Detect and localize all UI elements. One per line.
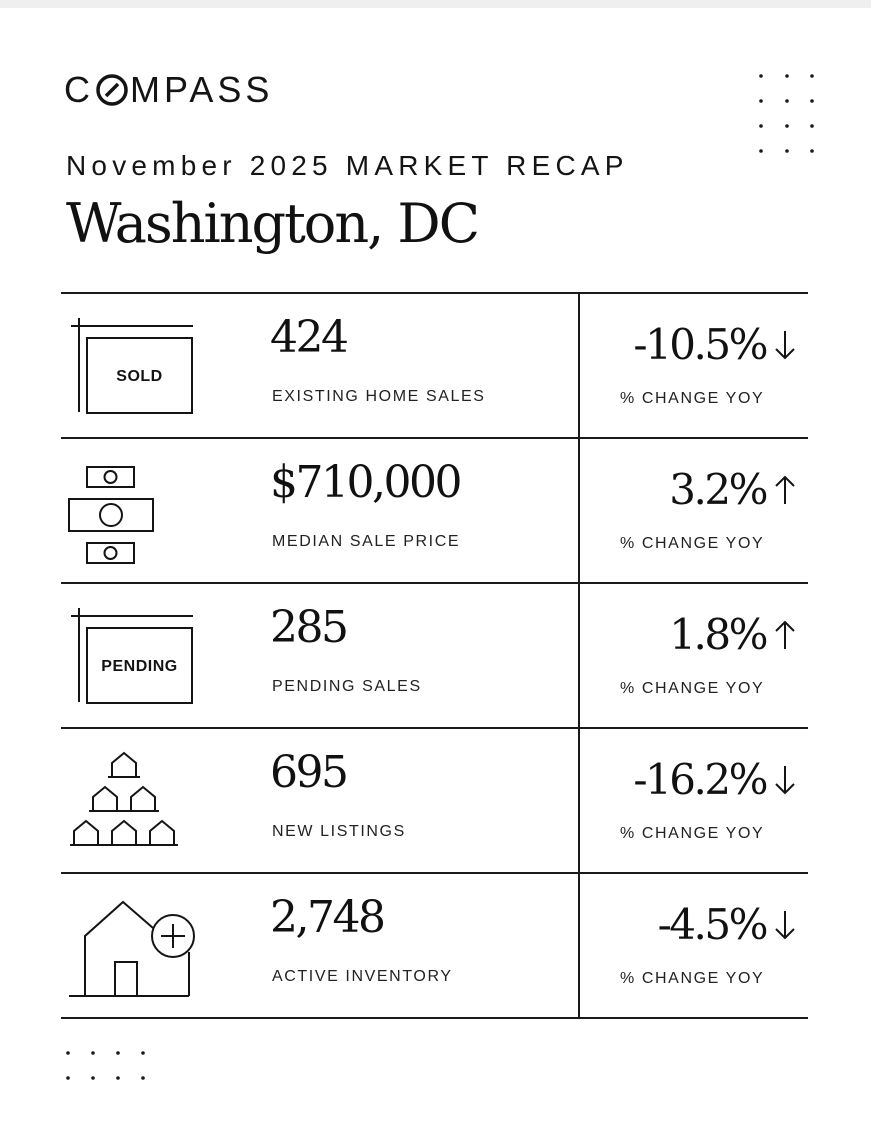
metric-row (61, 872, 808, 1019)
metric-value: 424 (270, 312, 347, 363)
metric-change (657, 900, 796, 949)
change-value: 1.8% (669, 610, 766, 659)
column-divider (578, 584, 580, 727)
metric-label: PENDING SALES (272, 678, 422, 695)
compass-o-icon (95, 73, 129, 107)
change-label: % CHANGE YOY (620, 680, 765, 697)
metric-row (61, 292, 808, 437)
house-plus-icon (65, 894, 195, 1004)
metric-change (633, 755, 796, 804)
decorative-dots-top (756, 70, 818, 156)
logo-letters-mpass: MPASS (130, 69, 274, 110)
pending-sign-text: PENDING (101, 658, 178, 675)
metric-row (61, 727, 808, 872)
pending-sign-icon (65, 604, 195, 714)
metric-value: $710,000 (270, 457, 460, 508)
arrow-up-icon (774, 619, 796, 651)
column-divider (578, 729, 580, 872)
metric-label: EXISTING HOME SALES (272, 388, 486, 405)
change-value: -16.2% (633, 755, 766, 804)
change-value: -4.5% (657, 900, 766, 949)
change-value: 3.2% (669, 465, 766, 514)
top-bar (0, 0, 871, 8)
metric-value: 2,748 (270, 892, 384, 943)
change-value: -10.5% (633, 320, 766, 369)
change-label: % CHANGE YOY (620, 825, 765, 842)
change-label: % CHANGE YOY (620, 535, 765, 552)
metric-row (61, 582, 808, 727)
report-subtitle: November 2025 MARKET RECAP (66, 150, 629, 181)
change-label: % CHANGE YOY (620, 970, 765, 987)
column-divider (578, 439, 580, 582)
metrics-table (61, 292, 808, 1019)
sold-sign-icon (65, 314, 195, 424)
metric-value: 695 (270, 747, 347, 798)
money-bills-icon (65, 459, 195, 569)
arrow-up-icon (774, 474, 796, 506)
arrow-down-icon (774, 909, 796, 941)
metric-change (669, 465, 796, 514)
column-divider (578, 294, 580, 437)
houses-pyramid-icon (65, 749, 195, 859)
change-label: % CHANGE YOY (620, 390, 765, 407)
city-title: Washington, DC (66, 192, 479, 255)
sold-sign-text: SOLD (116, 368, 163, 385)
compass-logo (64, 69, 274, 110)
arrow-down-icon (774, 764, 796, 796)
metric-change (633, 320, 796, 369)
metric-label: MEDIAN SALE PRICE (272, 533, 461, 550)
metric-change (669, 610, 796, 659)
metric-label: NEW LISTINGS (272, 823, 406, 840)
decorative-dots-bottom (64, 1048, 148, 1084)
arrow-down-icon (774, 329, 796, 361)
metric-value: 285 (270, 602, 347, 653)
column-divider (578, 874, 580, 1017)
metric-label: ACTIVE INVENTORY (272, 968, 453, 985)
logo-letter-c: C (64, 69, 94, 110)
metric-row (61, 437, 808, 582)
